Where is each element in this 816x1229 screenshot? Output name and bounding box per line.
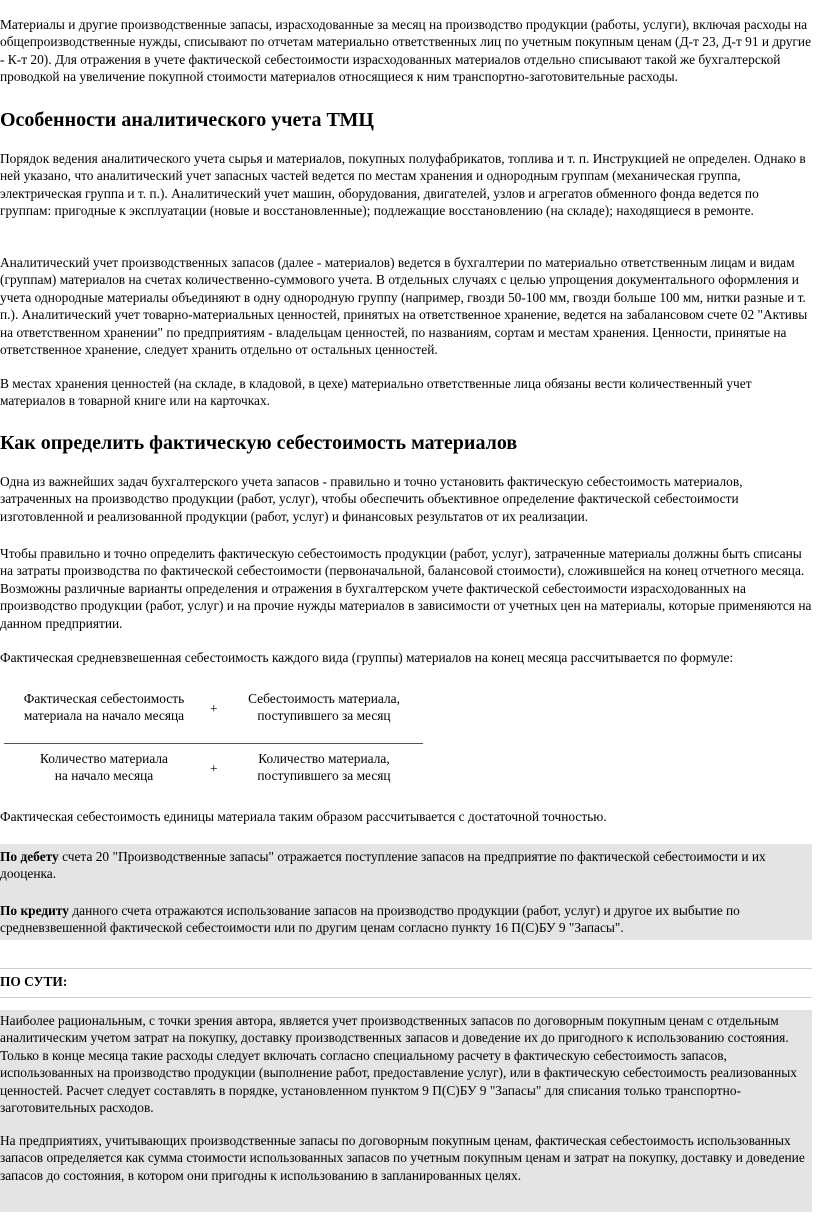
credit-text: данного счета отражаются использование запасов на производство продукции (работ, услуг) и другое их выбытие по средневзвешенной фактической себестоимости или по другим ценам согласно пункту 16 П(С)БУ 9 "Запасы". (0, 903, 740, 936)
formula-text: материала на начало месяца (23, 708, 185, 724)
formula-numerator-left (14, 690, 194, 725)
formula-text: поступившего за месяц (257, 768, 391, 784)
fraction-line (4, 743, 423, 744)
formula-plus: + (210, 761, 218, 776)
cost-paragraph-3: Фактическая средневзвешенная себестоимость каждого вида (группы) материалов на конец месяца рассчитывается по формуле: (0, 650, 734, 665)
formula-plus: + (210, 701, 218, 716)
summary-heading: ПО СУТИ: (0, 974, 68, 989)
credit-paragraph (0, 902, 812, 937)
section-heading-cost: Как определить фактическую себестоимость материалов (0, 432, 518, 454)
debit-paragraph (0, 848, 812, 883)
weighted-average-formula (0, 690, 430, 790)
formula-text: Себестоимость материала, (248, 691, 400, 706)
formula-denominator-right (238, 750, 410, 785)
formula-numerator-right (238, 690, 410, 725)
formula-text: Количество материала (39, 751, 169, 766)
credit-label: По кредиту (0, 903, 69, 918)
intro-paragraph: Материалы и другие производственные запасы, израсходованные за месяц на производство продукции (работы, услуги), включая расходы на общепроизводственные нужды, списывают по отчетам материально ответственных лиц по учетным покупным ценам (Д-т 23, Д-т 91 и другие - К-т 20). Для отражения в учете фактической себестоимости израсходованных материалов отдельно списывают такой же бухгалтерской проводкой на увеличение покупной стоимости материалов относящиеся к ним транспортно-заготовительные расходы. (0, 17, 812, 85)
debit-label: По дебету (0, 849, 59, 864)
cost-paragraph-4: Фактическая себестоимость единицы материала таким образом рассчитывается с достаточной точностью. (0, 809, 607, 824)
debit-credit-box (0, 844, 812, 940)
cost-paragraph-2: Чтобы правильно и точно определить фактическую себестоимость продукции (работ, услуг), затраченные материалы должны быть списаны на затраты производства по фактической себестоимости (первоначальной, балансовой стоимости), сложившейся на конец отчетного месяца. Возможны различные варианты определения и отражения в бухгалтерском учете фактической себестоимости израсходованных на производство продукции (работ, услуг) и на прочие нужды материалов в зависимости от учетных цен на материалы, которые применяются на данном предприятии. (0, 546, 812, 631)
summary-box (0, 1010, 812, 1212)
summary-paragraph-2: На предприятиях, учитывающих производственные запасы по договорным покупным ценам, фактическая себестоимость использованных запасов определяется как сумма стоимости использованных запасов по учетным покупным ценам и затрат на покупку, доставку и доведение запасов до состояния, в котором они пригодны к использованию в запланированных целях. (0, 1133, 805, 1183)
cost-paragraph-1: Одна из важнейших задач бухгалтерского учета запасов - правильно и точно установить фактическую себестоимость материалов, затраченных на производство продукции (работ, услуг), чтобы обеспечить объективное определение фактической себестоимости изготовленной и реализованной продукции (работ, услуг) и финансовых результатов от их реализации. (0, 474, 743, 524)
section-heading-analytics: Особенности аналитического учета ТМЦ (0, 109, 374, 131)
analytics-paragraph-2: Аналитический учет производственных запасов (далее - материалов) ведется в бухгалтерии по материально ответственным лицам и видам (группам) материалов на счетах количественно-суммового учета. В отдельных случаях с целью упрощения документального оформления и учета однородные материалы объединяют в одну однородную группу (например, гвозди 50-100 мм, гвозди больше 100 мм, нитки разные и т. п.). Аналитический учет товарно-материальных ценностей, принятых на ответственное хранение, ведется на забалансовом счете 02 "Активы на ответственном хранении" по предприятиям - владельцам ценностей, по названиям, сортам и местам хранения. Ценности, принятые на ответственное хранение, следует хранить отдельно от остальных ценностей. (0, 255, 808, 358)
summary-paragraph-1: Наиболее рациональным, с точки зрения автора, является учет производственных запасов по договорным покупным ценам с отдельным аналитическим учетом затрат на покупку, доставку производственных запасов и доведение их до пригодного к использованию состояния. Только в конце месяца такие расходы следует включать согласно специальному расчету в фактическую себестоимость запасов, использованных на производство продукции (выполнение работ, предоставление услуг), или в фактическую себестоимость реализованных ценностей. Расчет следует составлять в порядке, установленном пунктом 9 П(С)БУ 9 "Запасы" для списания только транспортно-заготовительных расходов. (0, 1013, 797, 1116)
divider-bottom (0, 997, 812, 998)
formula-denominator-left (14, 750, 194, 785)
formula-text: Фактическая себестоимость (23, 691, 185, 706)
divider-top (0, 968, 812, 969)
analytics-paragraph-3: В местах хранения ценностей (на складе, в кладовой, в цехе) материально ответственные лица обязаны вести количественный учет материалов в товарной книге или на карточках. (0, 376, 752, 409)
formula-text: поступившего за месяц (257, 708, 391, 724)
debit-text: счета 20 "Производственные запасы" отражается поступление запасов на предприятие по фактической себестоимости и их дооценка. (0, 849, 766, 882)
formula-text: Количество материала, (258, 751, 390, 766)
formula-text: на начало месяца (54, 768, 154, 784)
analytics-paragraph-1: Порядок ведения аналитического учета сырья и материалов, покупных полуфабрикатов, топлива и т. п. Инструкцией не определен. Однако в ней указано, что аналитический учет запасных частей ведется по местам хранения и однородным группам (механическая группа, электрическая группа и т. п.). Аналитический учет машин, оборудования, двигателей, узлов и агрегатов обменного фонда ведется по группам: пригодные к эксплуатации (новые и восстановленные); подлежащие восстановлению (на складе); находящиеся в ремонте. (0, 151, 806, 219)
